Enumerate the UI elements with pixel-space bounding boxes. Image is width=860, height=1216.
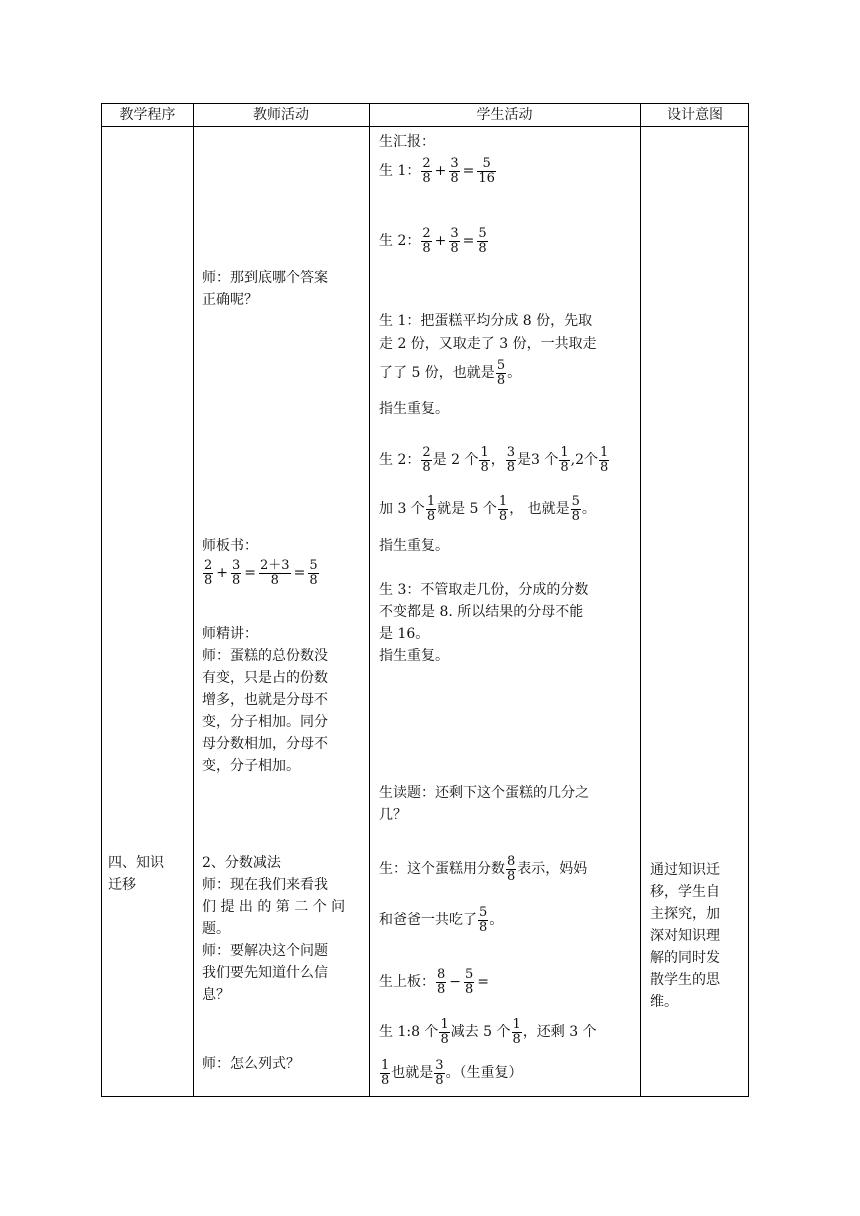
student1-equation: 生 1： $\frac{2}{8}$ + $\frac{3}{8}$ = $\frac{5}{16}$ (379, 155, 495, 186)
design-line: 散学生的思 (650, 972, 720, 988)
col-divider-3 (640, 104, 641, 1096)
design-line: 维。 (650, 994, 678, 1010)
fraction: $\frac{8}{8}$ (437, 966, 446, 997)
teacher-explain-label: 师精讲： (202, 626, 258, 642)
teacher-explain-line: 师：蛋糕的总份数没 (202, 648, 328, 664)
header-design-intent: 设计意图 (667, 107, 723, 123)
fraction: $\frac{5}{8}$ (496, 357, 506, 388)
student-repeat-3: 指生重复。 (379, 648, 449, 664)
fraction: $\frac{2}{8}$ (422, 155, 431, 186)
design-line: 解的同时发 (650, 950, 720, 966)
student-cake-line1: 生：这个蛋糕用分数 $\frac{8}{8}$ 表示，妈妈 (379, 853, 588, 884)
student2-equation: 生 2： $\frac{2}{8}$ + $\frac{3}{8}$ = $\frac{5}{8}$ (379, 225, 487, 256)
teacher-sub-line: 们 提 出 的 第 二 个 问 (202, 899, 346, 915)
teacher-explain-line: 变，分子相加。 (202, 758, 300, 774)
design-line: 通过知识迁 (650, 862, 720, 878)
student-report-label: 生汇报： (379, 134, 435, 150)
fraction: $\frac{3}{8}$ (450, 155, 459, 186)
fraction: $\frac{8}{8}$ (507, 853, 516, 884)
fraction: $\frac{5}{8}$ (571, 493, 580, 524)
col-divider-2 (369, 104, 370, 1096)
student-repeat-2: 指生重复。 (379, 538, 449, 554)
student-board-equation: 生上板： $\frac{8}{8}$ − $\frac{5}{8}$ = (379, 966, 490, 997)
teacher-board-label: 师板书： (202, 538, 258, 554)
design-line: 主探究，加 (650, 906, 720, 922)
teacher-ask-equation: 师：怎么列式？ (202, 1056, 300, 1072)
student2-explain-line2: 加 3 个 $\frac{1}{8}$ 就是 5 个 $\frac{1}{8}$ ， 也就是 $\frac{5}{8}$ 。 (379, 493, 596, 524)
teacher-explain-line: 变，分子相加。同分 (202, 714, 328, 730)
fraction: $\frac{5}{8}$ (465, 966, 474, 997)
student-read-line2: 几？ (379, 807, 407, 823)
teacher-question-line1: 师：那到底哪个答案 (202, 270, 328, 286)
teacher-explain-line: 增多，也就是分母不 (202, 692, 328, 708)
fraction: $\frac{5}{8}$ (479, 904, 488, 935)
fraction: $\frac{1}{8}$ (440, 1016, 449, 1047)
student1-explain-line1: 生 1：把蛋糕平均分成 8 份，先取 (379, 313, 593, 329)
student3-explain-line: 是 16。 (379, 626, 430, 642)
fraction: $\frac{5}{16}$ (478, 155, 495, 186)
fraction: $\frac{1}{8}$ (512, 1016, 521, 1047)
fraction: $\frac{1}{8}$ (426, 493, 436, 524)
teacher-sub-line: 师：要解决这个问题 (202, 943, 328, 959)
header-stage: 教学程序 (119, 107, 176, 123)
teacher-board-equation: $\frac{2}{8}$ + $\frac{3}{8}$ = $\frac{2+3}{8}$ = $\frac{5}{8}$ (204, 557, 318, 588)
header-student-activity: 学生活动 (476, 107, 533, 123)
fraction: $\frac{1}{8}$ (600, 444, 609, 475)
fraction: $\frac{1}{8}$ (381, 1057, 390, 1088)
design-line: 深对知识理 (650, 928, 720, 944)
teacher-sub-line: 师：现在我们来看我 (202, 877, 328, 893)
student-final-line1: 生 1:8 个 $\frac{1}{8}$ 减去 5 个 $\frac{1}{8}$ ，还剩 3 个 (379, 1016, 597, 1047)
teacher-subtraction-title: 2、分数减法 (202, 855, 281, 871)
design-line: 移，学生自 (650, 884, 720, 900)
fraction: $\frac{1}{8}$ (498, 493, 508, 524)
teacher-sub-line: 息？ (202, 987, 230, 1003)
teacher-explain-line: 有变，只是占的份数 (202, 670, 328, 686)
teacher-sub-line: 题。 (202, 921, 230, 937)
header-teacher-activity: 教师活动 (253, 107, 309, 123)
lesson-table (101, 103, 749, 1097)
stage-label-line1: 四、知识 (108, 855, 164, 871)
student1-explain-line2: 走 2 份，又取走了 3 份，一共取走 (379, 336, 597, 352)
student1-explain-line3: 了了 5 份，也就是 $\frac{5}{8}$ 。 (379, 357, 522, 388)
teacher-explain-line: 母分数相加，分母不 (202, 736, 328, 752)
fraction: $\frac{2+3}{8}$ (260, 557, 290, 588)
student-final-line2: $\frac{1}{8}$ 也就是 $\frac{3}{8}$ 。（生重复） (381, 1057, 523, 1088)
student3-explain-line: 不变都是 8. 所以结果的分母不能 (379, 604, 584, 620)
fraction: $\frac{3}{8}$ (506, 444, 516, 475)
header-divider (102, 126, 748, 127)
fraction: $\frac{2}{8}$ (422, 225, 431, 256)
fraction: $\frac{3}{8}$ (450, 225, 459, 256)
student-read-line1: 生读题：还剩下这个蛋糕的几分之 (379, 785, 589, 801)
student-repeat-1: 指生重复。 (379, 401, 449, 417)
fraction: $\frac{3}{8}$ (232, 557, 241, 588)
fraction: $\frac{1}{8}$ (560, 444, 569, 475)
fraction: $\frac{3}{8}$ (435, 1057, 444, 1088)
student3-explain-line: 生 3：不管取走几份，分成的分数 (379, 582, 589, 598)
fraction: $\frac{5}{8}$ (478, 225, 487, 256)
col-divider-1 (193, 104, 194, 1096)
stage-label-line2: 迁移 (108, 877, 136, 893)
fraction: $\frac{2}{8}$ (422, 444, 431, 475)
teacher-question-line2: 正确呢？ (202, 292, 258, 308)
fraction: $\frac{5}{8}$ (309, 557, 318, 588)
fraction: $\frac{2}{8}$ (204, 557, 213, 588)
student2-explain-line1: 生 2： $\frac{2}{8}$ 是 2 个 $\frac{1}{8}$ ， $\frac{3}{8}$ 是3 个 $\frac{1}{8}$ ,2个 $\frac{1}{8}$ (379, 444, 609, 475)
fraction: $\frac{1}{8}$ (480, 444, 489, 475)
student-cake-line2: 和爸爸一共吃了 $\frac{5}{8}$ 。 (379, 904, 504, 935)
teacher-sub-line: 我们要先知道什么信 (202, 965, 328, 981)
